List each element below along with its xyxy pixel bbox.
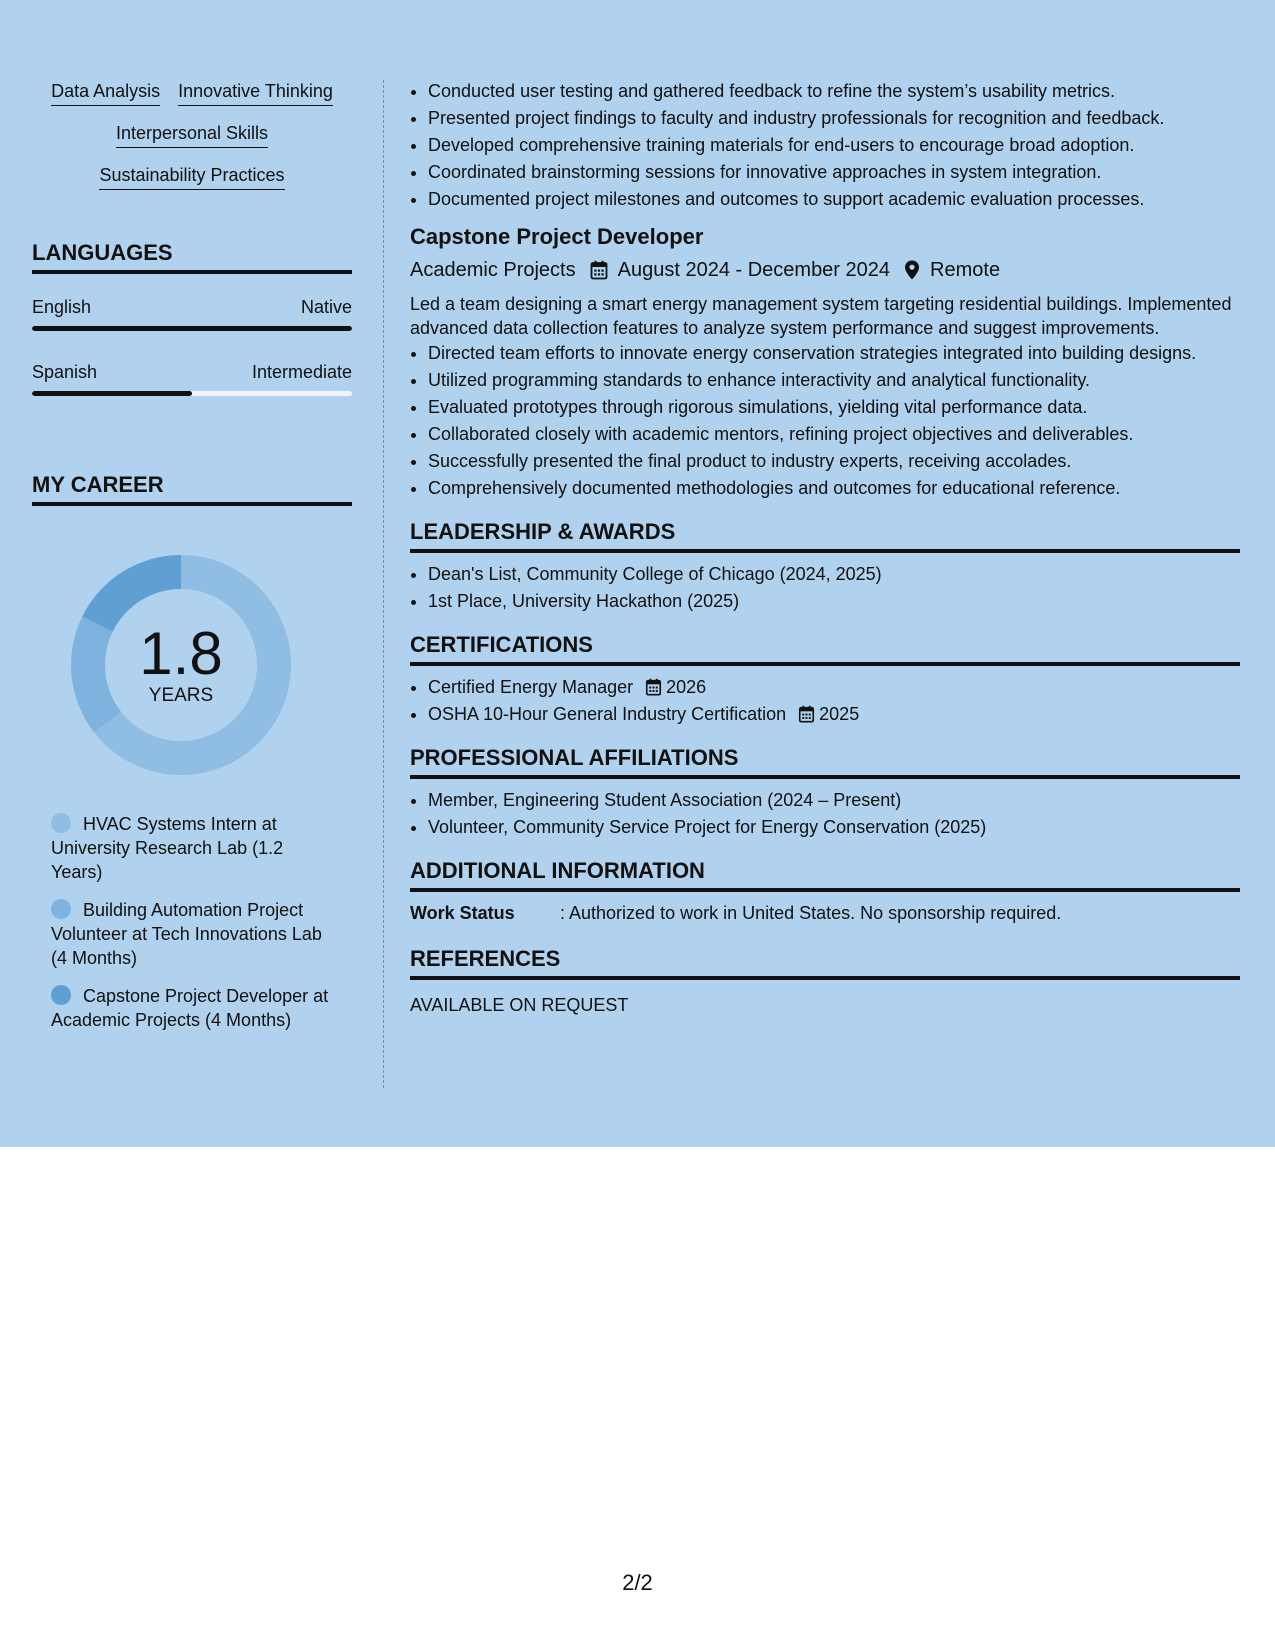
legend-label: Capstone Project Developer at Academic Projects (4 Months) xyxy=(51,986,329,1030)
right-column xyxy=(410,80,1240,1016)
left-column xyxy=(32,80,352,1046)
column-divider xyxy=(383,80,384,1088)
donut-center xyxy=(66,550,296,780)
list-item: • Collaborated closely with academic mentors, refining project objectives and deliverables. xyxy=(428,423,1240,445)
legend-dot xyxy=(51,899,71,919)
awards-list xyxy=(410,563,1240,612)
job-dates: August 2024 - December 2024 xyxy=(617,259,891,281)
list-item: • Utilized programming standards to enhance interactivity and analytical functionality. xyxy=(428,369,1240,391)
list-item xyxy=(428,703,1240,725)
location-pin-icon xyxy=(904,260,920,280)
list-item: • Member, Engineering Student Association (2024 – Present) xyxy=(428,789,1240,811)
language-proficiency-fill xyxy=(32,391,192,396)
legend-item xyxy=(51,984,336,1032)
calendar-icon xyxy=(798,705,815,723)
career-total: 1.8 xyxy=(139,620,223,687)
list-item: • Documented project milestones and outcomes to support academic evaluation processes. xyxy=(428,188,1240,210)
career-legend xyxy=(51,812,336,1032)
work-status-label: Work Status xyxy=(410,903,515,923)
job-location: Remote xyxy=(930,259,1001,281)
language-item xyxy=(32,296,352,331)
affiliations-list xyxy=(410,789,1240,838)
language-proficiency-bar xyxy=(32,391,352,396)
page-number: 2/2 xyxy=(622,1570,653,1595)
certification-name: • OSHA 10-Hour General Industry Certification xyxy=(428,704,787,724)
job-title: Capstone Project Developer xyxy=(410,224,704,249)
language-item xyxy=(32,361,352,396)
certifications-heading: CERTIFICATIONS xyxy=(410,632,1240,666)
certification-name: • Certified Energy Manager xyxy=(428,677,634,697)
job-bullets xyxy=(410,342,1240,499)
certification-year: 2026 xyxy=(666,677,707,697)
list-item xyxy=(428,676,1240,698)
career-heading: MY CAREER xyxy=(32,472,352,506)
language-proficiency-fill xyxy=(32,326,352,331)
list-item: • Coordinated brainstorming sessions for innovative approaches in system integration. xyxy=(428,161,1240,183)
references-heading: REFERENCES xyxy=(410,946,1240,980)
list-item: • Successfully presented the final product to industry experts, receiving accolades. xyxy=(428,450,1240,472)
skills-list xyxy=(32,80,352,190)
list-item: • Developed comprehensive training materials for end-users to encourage broad adoption. xyxy=(428,134,1240,156)
languages-heading: LANGUAGES xyxy=(32,240,352,274)
legend-item xyxy=(51,898,336,970)
additional-info-heading: ADDITIONAL INFORMATION xyxy=(410,858,1240,892)
work-status-value: : Authorized to work in United States. No sponsorship required. xyxy=(560,903,1062,923)
skill-tag: Sustainability Practices xyxy=(99,164,284,190)
list-item: • Comprehensively documented methodologies and outcomes for educational reference. xyxy=(428,477,1240,499)
language-level: Intermediate xyxy=(251,362,352,382)
language-name: Spanish xyxy=(32,362,98,382)
legend-dot xyxy=(51,985,71,1005)
certification-year: 2025 xyxy=(819,704,860,724)
career-donut-chart xyxy=(66,550,296,780)
legend-label: HVAC Systems Intern at University Research Lab (1.2 Years) xyxy=(51,814,284,882)
language-name: English xyxy=(32,297,92,317)
work-status-row xyxy=(410,902,1240,924)
list-item: • Evaluated prototypes through rigorous simulations, yielding vital performance data. xyxy=(428,396,1240,418)
language-level: Native xyxy=(300,297,352,317)
legend-dot xyxy=(51,813,71,833)
certifications-list xyxy=(410,676,1240,725)
career-unit: YEARS xyxy=(148,685,214,706)
awards-heading: LEADERSHIP & AWARDS xyxy=(410,519,1240,553)
job-meta xyxy=(410,258,1240,282)
calendar-icon xyxy=(590,260,608,280)
previous-job-bullets xyxy=(410,80,1240,210)
list-item: • Directed team efforts to innovate energy conservation strategies integrated into building designs. xyxy=(428,342,1240,364)
affiliations-heading: PROFESSIONAL AFFILIATIONS xyxy=(410,745,1240,779)
legend-item xyxy=(51,812,336,884)
legend-label: Building Automation Project Volunteer at Tech Innovations Lab (4 Months) xyxy=(51,900,322,968)
language-proficiency-bar xyxy=(32,326,352,331)
list-item: • 1st Place, University Hackathon (2025) xyxy=(428,590,1240,612)
skill-tag: Data Analysis xyxy=(51,80,160,106)
skill-tag: Innovative Thinking xyxy=(178,80,333,106)
skill-tag: Interpersonal Skills xyxy=(116,122,268,148)
job-description: Led a team designing a smart energy management system targeting residential buildings. Implemented advanced data collection features to analyze system performance and suggest improvements. xyxy=(410,294,1232,338)
list-item: • Conducted user testing and gathered feedback to refine the system’s usability metrics. xyxy=(428,80,1240,102)
references-text: AVAILABLE ON REQUEST xyxy=(410,995,629,1015)
job-company: Academic Projects xyxy=(410,259,576,281)
calendar-icon xyxy=(645,678,662,696)
list-item: • Presented project findings to faculty and industry professionals for recognition and feedback. xyxy=(428,107,1240,129)
list-item: • Volunteer, Community Service Project for Energy Conservation (2025) xyxy=(428,816,1240,838)
list-item: • Dean's List, Community College of Chicago (2024, 2025) xyxy=(428,563,1240,585)
